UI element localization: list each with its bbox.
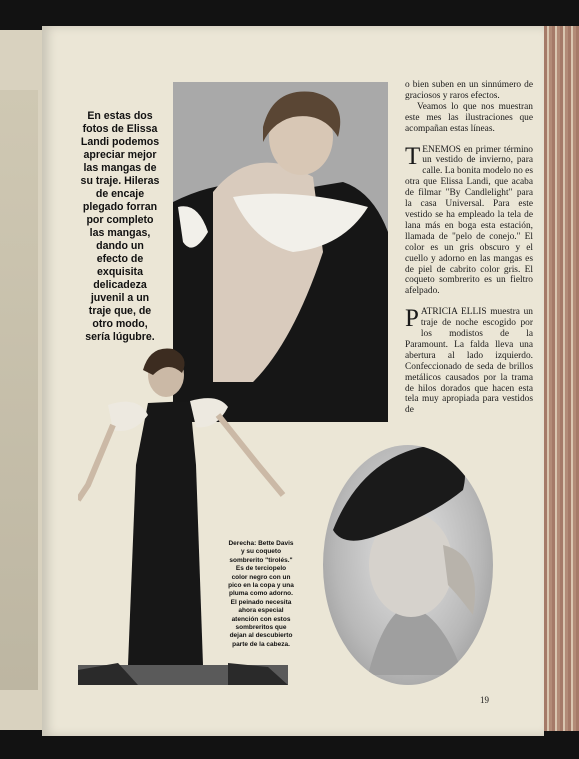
dropcap-p: P bbox=[405, 305, 419, 333]
page-number: 19 bbox=[480, 695, 489, 705]
dropcap-t: T bbox=[405, 142, 421, 170]
book-spine bbox=[544, 26, 579, 731]
paragraph-3-text: ENEMOS en primer término un vestido de invierno, para calle. La bonita modelo no es otra que Elissa Landi, que acaba de filmar "By Candlelight" para la casa Universal. Para este vestido se ha empleado la tela de lana más en boga esta estación, llamada de "pelo de conejo." El color es un gris obscuro y el cuello y adorno en las mangas es de piel de cabrito color gris. El coqueto sombrerito es un fieltro afelpado. bbox=[405, 144, 533, 297]
caption-elissa-landi: En estas dos fotos de Elissa Landi podemos apreciar mejor las mangas de su traje. Hileras de encaje plegado forran por completo las mangas, dando un efecto de exquisita delicadeza juvenil a un traje que, de otro modo, sería lúgubre. bbox=[80, 110, 160, 343]
photo-bette-davis-portrait bbox=[323, 445, 493, 685]
article-column bbox=[405, 80, 533, 416]
paragraph-3 bbox=[405, 142, 533, 298]
paragraph-1: o bien suben en un sinnúmero de graciosos y raros efectos. bbox=[405, 80, 533, 101]
caption-bette-davis: Derecha: Bette Davis y su coqueto sombrerito "tirolés." Es de terciopelo color negro con un pico en la copa y una pluma como adorno. El peinado necesita ahora especial atención con estos sombreritos que dejan al descubierto parte de la cabeza. bbox=[228, 540, 294, 648]
left-page-edge bbox=[0, 30, 46, 730]
paragraph-2: Veamos lo que nos muestran este mes las ilustraciones que acompañan estas líneas. bbox=[405, 101, 533, 134]
left-page-photo-strip bbox=[0, 90, 38, 690]
paragraph-4 bbox=[405, 307, 533, 416]
paragraph-4-text: ATRICIA ELLIS muestra un traje de noche escogido por los modistos de la Paramount. La falda lleva una abertura al lado izquierdo. Confeccionado de seda de brillos metálicos causados por la trama de hilos dorados que hacen esta tela muy apropiada para vestidos de bbox=[405, 307, 533, 416]
